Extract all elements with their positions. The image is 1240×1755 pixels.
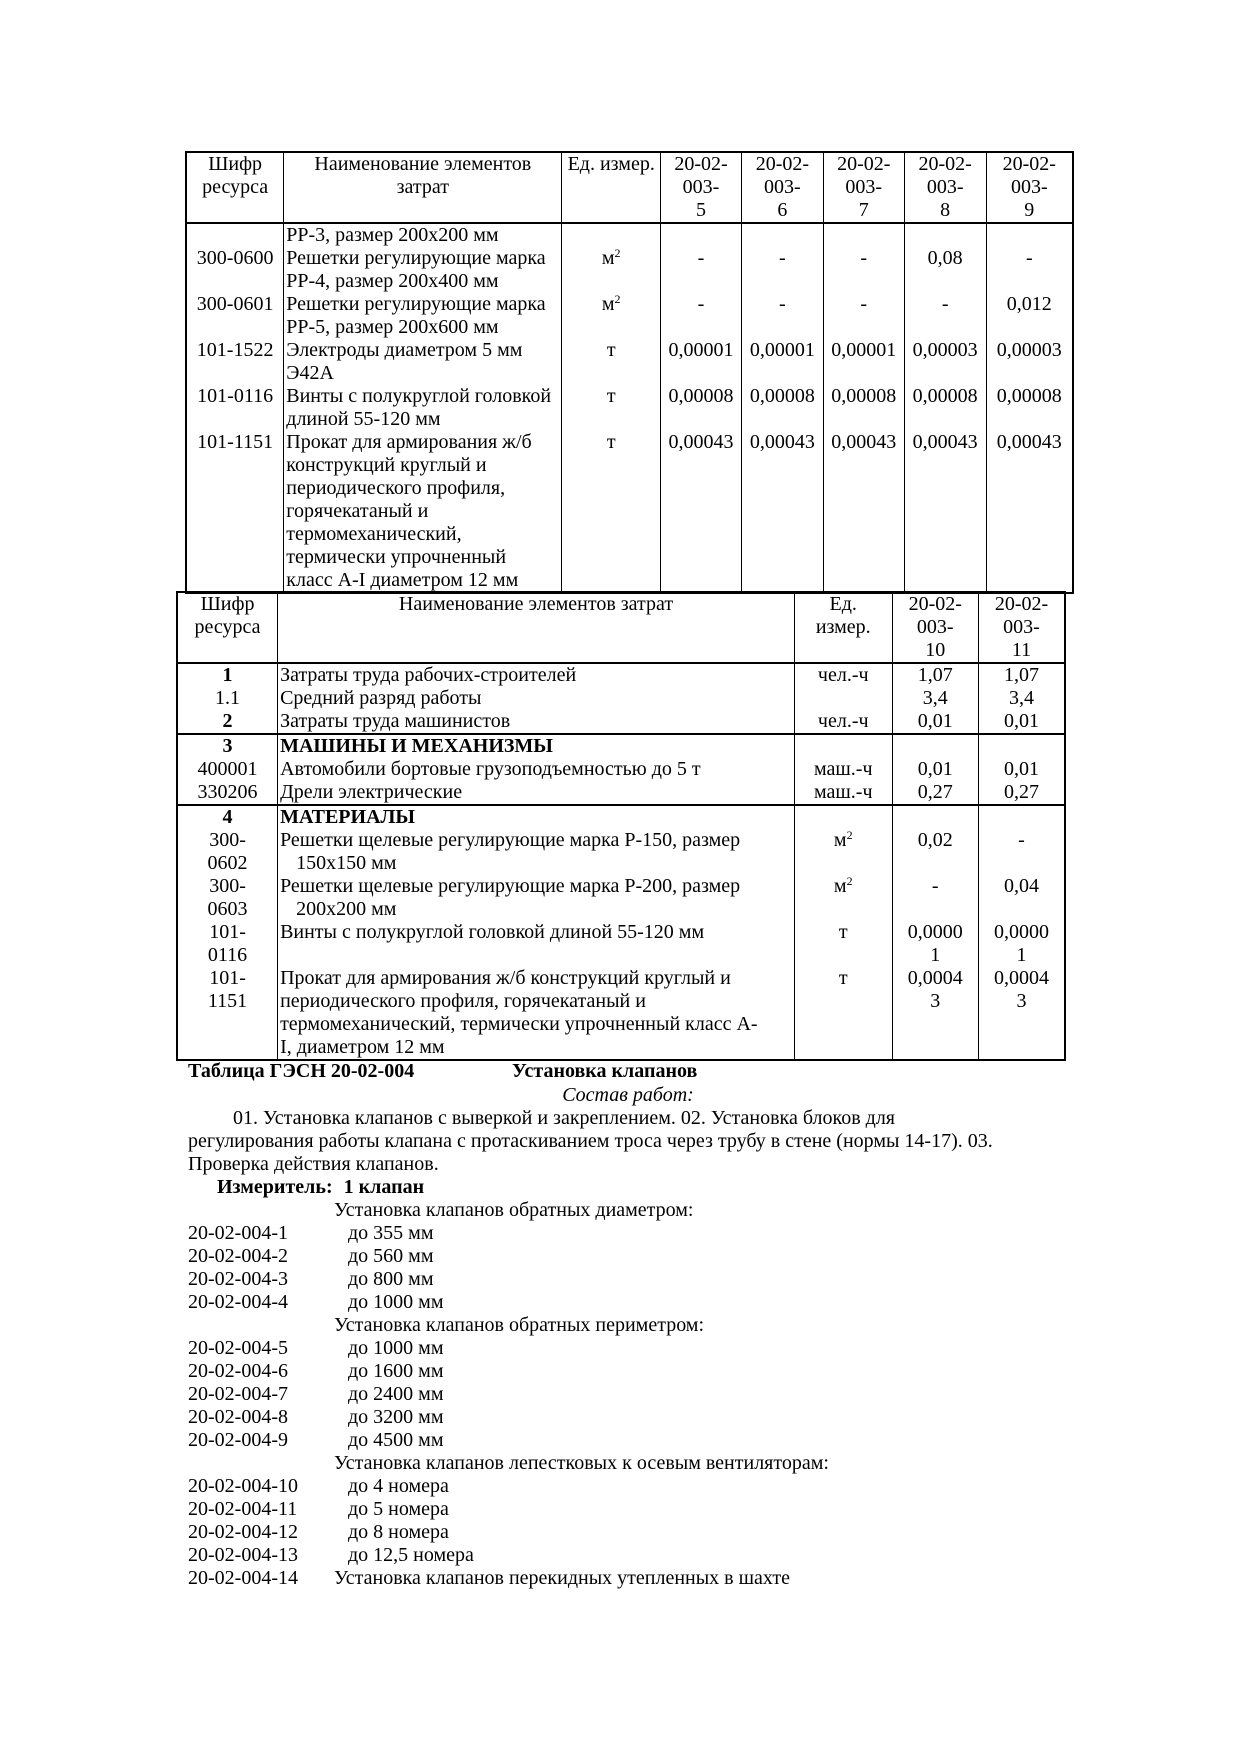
row-value: 0,27 [979, 781, 1066, 805]
unit-superscript: 2 [614, 292, 621, 306]
table-header [186, 152, 1073, 223]
work-line: Проверка действия клапанов. [188, 1153, 439, 1175]
table-row [186, 247, 1073, 293]
row-value: 3,4 [892, 687, 978, 710]
row-value: 0,0004 3 [892, 967, 978, 1060]
norm-code: 20-02-004-9 [188, 1429, 288, 1451]
table-label: Таблица ГЭСН 20-02-004 [188, 1060, 415, 1082]
row-name: Прокат для армирования ж/б конструкций круглый и периодического профиля, горячекатаный и термомеханический, термически упрочненный класс А- I, диаметром 12 мм [278, 967, 795, 1060]
row-value: - [741, 293, 823, 339]
row-value: 0,00008 [661, 385, 742, 431]
row-name: Винты с полукруглой головкой длиной 55-120 мм [278, 921, 795, 967]
table-row [186, 293, 1073, 339]
norm-text: до 1000 мм [348, 1291, 444, 1313]
norm-code: 20-02-004-14 [188, 1567, 298, 1589]
norm-item [188, 1475, 1068, 1498]
row-unit: чел.-ч [794, 710, 892, 734]
norm-item [188, 1567, 1068, 1590]
table-row [177, 921, 1065, 967]
row-value: - [892, 875, 978, 921]
norm-text: до 5 номера [348, 1498, 449, 1520]
resource-table-003-5-9 [185, 151, 1074, 594]
row-value: 0,00001 [741, 339, 823, 385]
row-unit: $м^2$ [794, 875, 892, 921]
table-row [186, 223, 1073, 247]
norm-item [188, 1245, 1068, 1268]
row-name: Прокат для армирования ж/б конструкций круглый и периодического профиля, горячекатаный и термомеханический, термически упрочненный класс А-I диаметром 12 мм [284, 431, 562, 593]
row-unit: т [562, 385, 661, 431]
table-row [177, 687, 1065, 710]
norm-text: до 8 номера [348, 1521, 449, 1543]
row-unit [794, 805, 892, 829]
norm-code: 20-02-004-12 [188, 1521, 298, 1543]
row-value: 0,00043 [661, 431, 742, 593]
header-cell: 20-02-003- 9 [986, 152, 1073, 223]
work-line: 01. Установка клапанов с выверкой и закреплением. 02. Установка блоков для [233, 1107, 896, 1129]
row-value: 0,00003 [986, 339, 1073, 385]
header-cell: Шифр ресурса [186, 152, 284, 223]
header-cell: 20-02-003- 7 [823, 152, 904, 223]
row-value: - [823, 293, 904, 339]
row-name: Решетки щелевые регулирующие марка Р-200, размер 200х200 мм [278, 875, 795, 921]
row-unit [794, 734, 892, 758]
resource-table-003-10-11 [176, 591, 1066, 1061]
norm-item [188, 1268, 1068, 1291]
norm-code: 20-02-004-5 [188, 1337, 288, 1359]
norm-code: 20-02-004-3 [188, 1268, 288, 1290]
header-cell: 20-02-003- 5 [661, 152, 742, 223]
work-line: регулирования работы клапана с протаскиванием троса через трубу в стене (нормы 14-17). 03. [188, 1130, 993, 1152]
row-value [892, 734, 978, 758]
row-code: 300-0600 [186, 247, 284, 293]
row-value: 0,00008 [741, 385, 823, 431]
row-value [979, 734, 1066, 758]
work-composition-text [188, 1107, 1068, 1176]
row-code: 1 [177, 663, 278, 687]
row-value: 0,08 [904, 247, 986, 293]
norm-code: 20-02-004-2 [188, 1245, 288, 1267]
row-value: - [986, 247, 1073, 293]
row-value: 0,27 [892, 781, 978, 805]
norm-code: 20-02-004-10 [188, 1475, 298, 1497]
row-name: Затраты труда рабочих-строителей [278, 663, 795, 687]
norm-code: 20-02-004-1 [188, 1222, 288, 1244]
group-heading [188, 1314, 1068, 1337]
row-code: 330206 [177, 781, 278, 805]
row-value: 0,00008 [904, 385, 986, 431]
row-code: 1.1 [177, 687, 278, 710]
group-heading-text: Установка клапанов лепестковых к осевым вентиляторам: [334, 1452, 829, 1474]
norm-item [188, 1429, 1068, 1452]
row-unit: т [562, 431, 661, 593]
table-row [177, 967, 1065, 1060]
row-code: 101- 1151 [177, 967, 278, 1060]
row-value: 0,01 [892, 758, 978, 781]
table-row [186, 339, 1073, 385]
norm-code: 20-02-004-8 [188, 1406, 288, 1428]
row-unit: маш.-ч [794, 781, 892, 805]
norm-code: 20-02-004-13 [188, 1544, 298, 1566]
header-cell: Наименование элементов затрат [284, 152, 562, 223]
norm-text: до 12,5 номера [348, 1544, 474, 1566]
norm-code: 20-02-004-7 [188, 1383, 288, 1405]
table-row [177, 734, 1065, 758]
row-unit [794, 687, 892, 710]
row-unit: т [562, 339, 661, 385]
header-cell: 20-02-003- 8 [904, 152, 986, 223]
row-value: - [661, 293, 742, 339]
table-row [177, 875, 1065, 921]
norm-code: 20-02-004-4 [188, 1291, 288, 1313]
row-code: 101-0116 [186, 385, 284, 431]
work-composition-title: Состав работ: [562, 1084, 694, 1106]
header-cell: Наименование элементов затрат [278, 592, 795, 663]
row-code: 300-0601 [186, 293, 284, 339]
group-heading [188, 1199, 1068, 1222]
row-value: 0,012 [986, 293, 1073, 339]
unit-superscript: 2 [846, 828, 853, 842]
group-heading-text: Установка клапанов обратных периметром: [334, 1314, 705, 1336]
table-row [186, 431, 1073, 593]
table-row [177, 829, 1065, 875]
row-name: МАТЕРИАЛЫ [278, 805, 795, 829]
table-row [177, 710, 1065, 734]
row-code: 400001 [177, 758, 278, 781]
norm-text: до 1600 мм [348, 1360, 444, 1382]
table-row [177, 663, 1065, 687]
row-value: 0,01 [979, 758, 1066, 781]
norm-item [188, 1406, 1068, 1429]
group-heading-text: Установка клапанов обратных диаметром: [334, 1199, 694, 1221]
row-name: Дрели электрические [278, 781, 795, 805]
ges-section-20-02-004 [188, 1060, 1068, 1590]
norm-item [188, 1544, 1068, 1567]
row-value: 0,04 [979, 875, 1066, 921]
row-name: Электроды диаметром 5 мм Э42А [284, 339, 562, 385]
row-unit: $м^2$ [794, 829, 892, 875]
row-value: 0,00043 [741, 431, 823, 593]
norm-item [188, 1337, 1068, 1360]
row-name: Решетки щелевые регулирующие марка Р-150, размер 150х150 мм [278, 829, 795, 875]
row-value: 0,00001 [823, 339, 904, 385]
norm-text: до 800 мм [348, 1268, 434, 1290]
row-unit: т [794, 921, 892, 967]
row-value: 0,00008 [823, 385, 904, 431]
norm-item [188, 1521, 1068, 1544]
row-value: - [823, 247, 904, 293]
row-value: 0,00043 [823, 431, 904, 593]
header-cell: 20-02-003- 11 [979, 592, 1066, 663]
row-unit: т [794, 967, 892, 1060]
header-cell: 20-02-003- 10 [892, 592, 978, 663]
row-code: 300- 0602 [177, 829, 278, 875]
row-value: 0,00043 [986, 431, 1073, 593]
norm-item [188, 1498, 1068, 1521]
row-code: 101-1522 [186, 339, 284, 385]
row-name: МАШИНЫ И МЕХАНИЗМЫ [278, 734, 795, 758]
row-value: 0,01 [892, 710, 978, 734]
meter-label: Измеритель: [217, 1176, 333, 1198]
row-value: 0,02 [892, 829, 978, 875]
norm-text: до 4 номера [348, 1475, 449, 1497]
header-cell: Ед. измер. [562, 152, 661, 223]
norm-item [188, 1222, 1068, 1245]
row-value: 0,00008 [986, 385, 1073, 431]
norm-text: до 1000 мм [348, 1337, 444, 1359]
row-value: - [661, 247, 742, 293]
unit-superscript: 2 [614, 246, 621, 260]
row-code: 300- 0603 [177, 875, 278, 921]
group-heading [188, 1452, 1068, 1475]
norm-text: до 560 мм [348, 1245, 434, 1267]
row-value [979, 805, 1066, 829]
row-name: Винты с полукруглой головкой длиной 55-120 мм [284, 385, 562, 431]
norm-code: 20-02-004-6 [188, 1360, 288, 1382]
meter-value: 1 клапан [343, 1176, 425, 1198]
norm-text: Установка клапанов перекидных утепленных в шахте [334, 1567, 791, 1589]
unit-superscript: 2 [846, 874, 853, 888]
norm-text: до 4500 мм [348, 1429, 444, 1451]
row-name: Средний разряд работы [278, 687, 795, 710]
row-value: 1,07 [892, 663, 978, 687]
row-value: - [979, 829, 1066, 875]
row-value: 3,4 [979, 687, 1066, 710]
row-value: 0,00043 [904, 431, 986, 593]
table-row [177, 758, 1065, 781]
row-unit: чел.-ч [794, 663, 892, 687]
row-code: 3 [177, 734, 278, 758]
header-cell: Шифр ресурса [177, 592, 278, 663]
row-name: Решетки регулирующие марка РР-5, размер 200х600 мм [284, 293, 562, 339]
row-name: Затраты труда машинистов [278, 710, 795, 734]
row-value: 0,00001 [661, 339, 742, 385]
header-cell: Ед. измер. [794, 592, 892, 663]
norm-code: 20-02-004-11 [188, 1498, 298, 1520]
row-value: 0,0000 1 [892, 921, 978, 967]
row-value: 0,01 [979, 710, 1066, 734]
norm-item [188, 1291, 1068, 1314]
row-name: Автомобили бортовые грузоподъемностью до 5 т [278, 758, 795, 781]
row-value: 0,0004 3 [979, 967, 1066, 1060]
row-code: 2 [177, 710, 278, 734]
header-cell: 20-02-003- 6 [741, 152, 823, 223]
table-title: Установка клапанов [512, 1060, 698, 1082]
row-unit: $м^2$ [562, 247, 661, 293]
row-value: 0,0000 1 [979, 921, 1066, 967]
row-value: - [904, 293, 986, 339]
norm-list [188, 1199, 1068, 1590]
table-row [186, 385, 1073, 431]
norm-item [188, 1360, 1068, 1383]
norm-text: до 355 мм [348, 1222, 434, 1244]
row-name: РР-3, размер 200х200 мм [284, 223, 562, 247]
row-code: 4 [177, 805, 278, 829]
norm-text: до 2400 мм [348, 1383, 444, 1405]
norm-item [188, 1383, 1068, 1406]
row-value: 1,07 [979, 663, 1066, 687]
row-unit: маш.-ч [794, 758, 892, 781]
row-value [892, 805, 978, 829]
row-code: 101- 0116 [177, 921, 278, 967]
table-header [177, 592, 1065, 663]
table-row [177, 781, 1065, 805]
row-value: 0,00003 [904, 339, 986, 385]
row-code: 101-1151 [186, 431, 284, 593]
row-value: - [741, 247, 823, 293]
norm-text: до 3200 мм [348, 1406, 444, 1428]
row-name: Решетки регулирующие марка РР-4, размер 200х400 мм [284, 247, 562, 293]
table-row [177, 805, 1065, 829]
row-unit: $м^2$ [562, 293, 661, 339]
